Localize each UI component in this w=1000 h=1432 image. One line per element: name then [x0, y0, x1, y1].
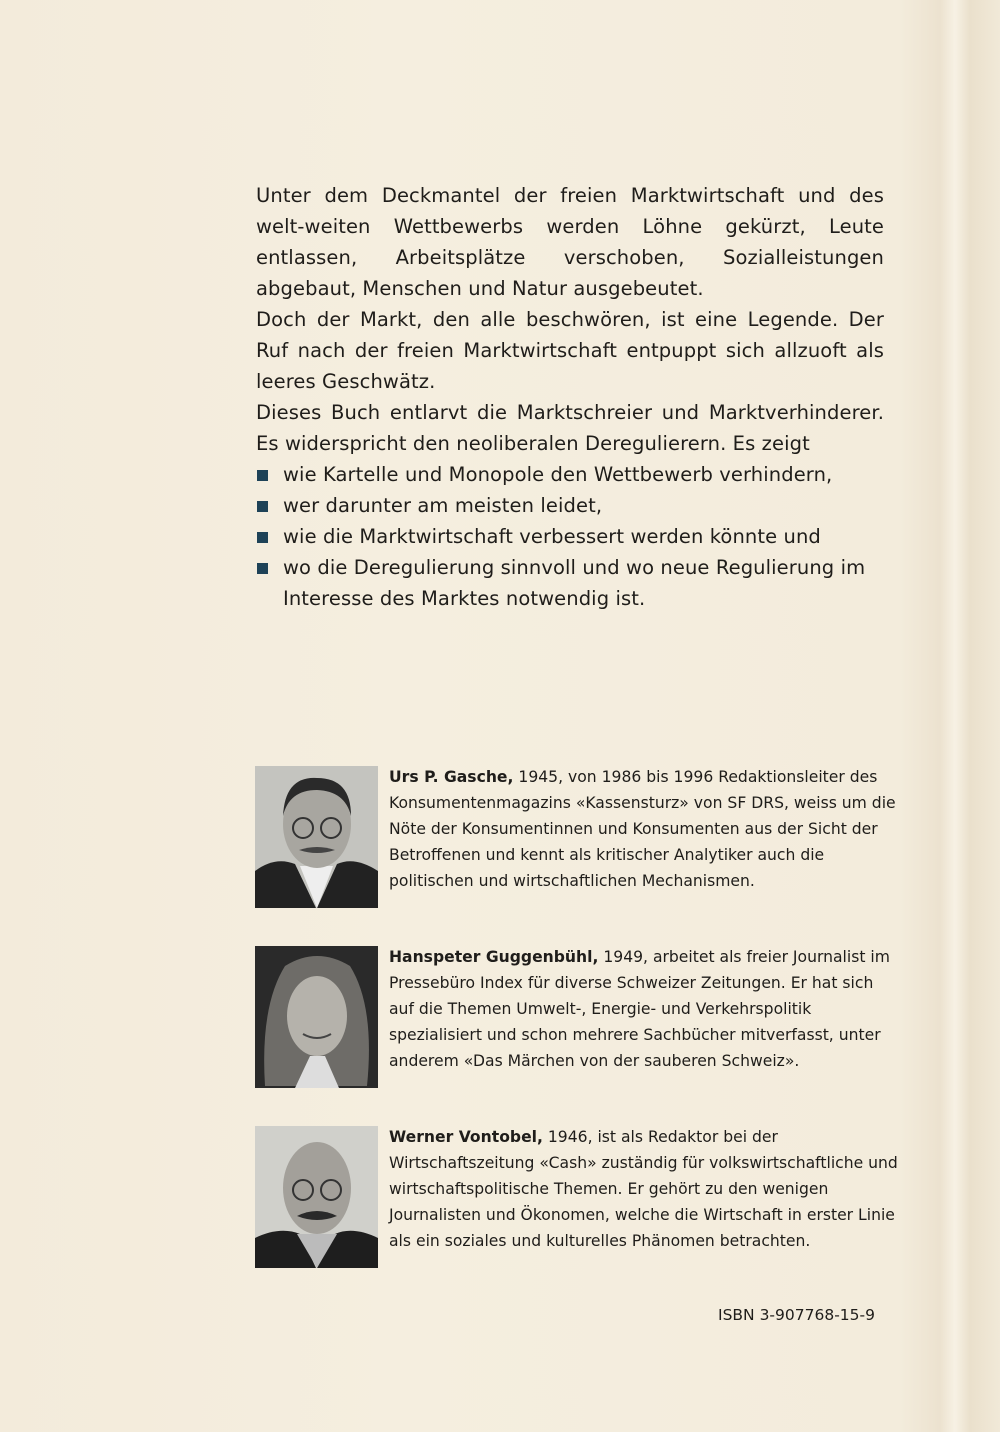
author-name: Urs P. Gasche, [389, 768, 514, 786]
author-bio-text: 1946, ist als Redaktor bei der Wirtschaftszeitung «Cash» zuständig für volkswirtschaftliche und wirtschaftspolitische Themen. Er gehört zu den wenigen Journalisten und Ökonomen, welche die Wirtschaft in erster Linie als ein soziales und kulturelles Phänomen betrachten. [389, 1128, 898, 1250]
author-bio-text: 1945, von 1986 bis 1996 Redaktionsleiter des Konsumentenmagazins «Kassensturz» von SF DRS, weiss um die Nöte der Konsumentinnen und Konsumenten aus der Sicht der Betroffenen und kennt als kritischer Analytiker auch die politischen und wirtschaftlichen Mechanismen. [389, 768, 896, 890]
square-bullet-icon [257, 532, 268, 543]
bullet-list [256, 459, 884, 614]
square-bullet-icon [257, 501, 268, 512]
author-entry-guggenbuehl [255, 946, 895, 1088]
bullet-text: wo die Deregulierung sinnvoll und wo neue Regulierung im Interesse des Marktes notwendig ist. [283, 556, 866, 610]
bullet-text: wie Kartelle und Monopole den Wettbewerb verhindern, [283, 463, 833, 486]
author-photo [255, 1126, 378, 1268]
author-photo [255, 766, 378, 908]
author-entry-gasche [255, 766, 895, 908]
author-name: Hanspeter Guggenbühl, [389, 948, 599, 966]
author-bio [389, 944, 899, 1074]
author-entry-vontobel [255, 1126, 898, 1268]
isbn: ISBN 3-907768-15-9 [718, 1306, 875, 1324]
blurb-paragraph: Doch der Markt, den alle beschwören, ist eine Legende. Der Ruf nach der freien Marktwirtschaft entpuppt sich allzuoft als leeres Geschwätz. [256, 308, 884, 393]
author-bio [389, 764, 899, 894]
bullet-text: wer darunter am meisten leidet, [283, 494, 603, 517]
back-cover-blurb [256, 180, 884, 614]
author-photo [255, 946, 378, 1088]
square-bullet-icon [257, 563, 268, 574]
square-bullet-icon [257, 470, 268, 481]
blurb-paragraph: Dieses Buch entlarvt die Marktschreier und Marktverhinderer. Es widerspricht den neoliberalen Deregulierern. Es zeigt [256, 401, 884, 455]
author-bio-text: 1949, arbeitet als freier Journalist im Pressebüro Index für diverse Schweizer Zeitungen. Er hat sich auf die Themen Umwelt-, Energie- und Verkehrspolitik spezialisiert und schon mehrere Sachbücher mitverfasst, unter anderem «Das Märchen von der sauberen Schweiz». [389, 948, 890, 1070]
bullet-text: wie die Marktwirtschaft verbessert werden könnte und [283, 525, 821, 548]
bullet-item [256, 521, 884, 552]
bullet-item [256, 459, 884, 490]
author-bio [389, 1124, 899, 1254]
blurb-paragraph: Unter dem Deckmantel der freien Marktwirtschaft und des welt-weiten Wettbewerbs werden Löhne gekürzt, Leute entlassen, Arbeitsplätze verschoben, Sozialleistungen abgebaut, Menschen und Natur ausgebeutet. [256, 184, 884, 300]
bullet-item [256, 490, 884, 521]
author-name: Werner Vontobel, [389, 1128, 543, 1146]
bullet-item [256, 552, 884, 614]
